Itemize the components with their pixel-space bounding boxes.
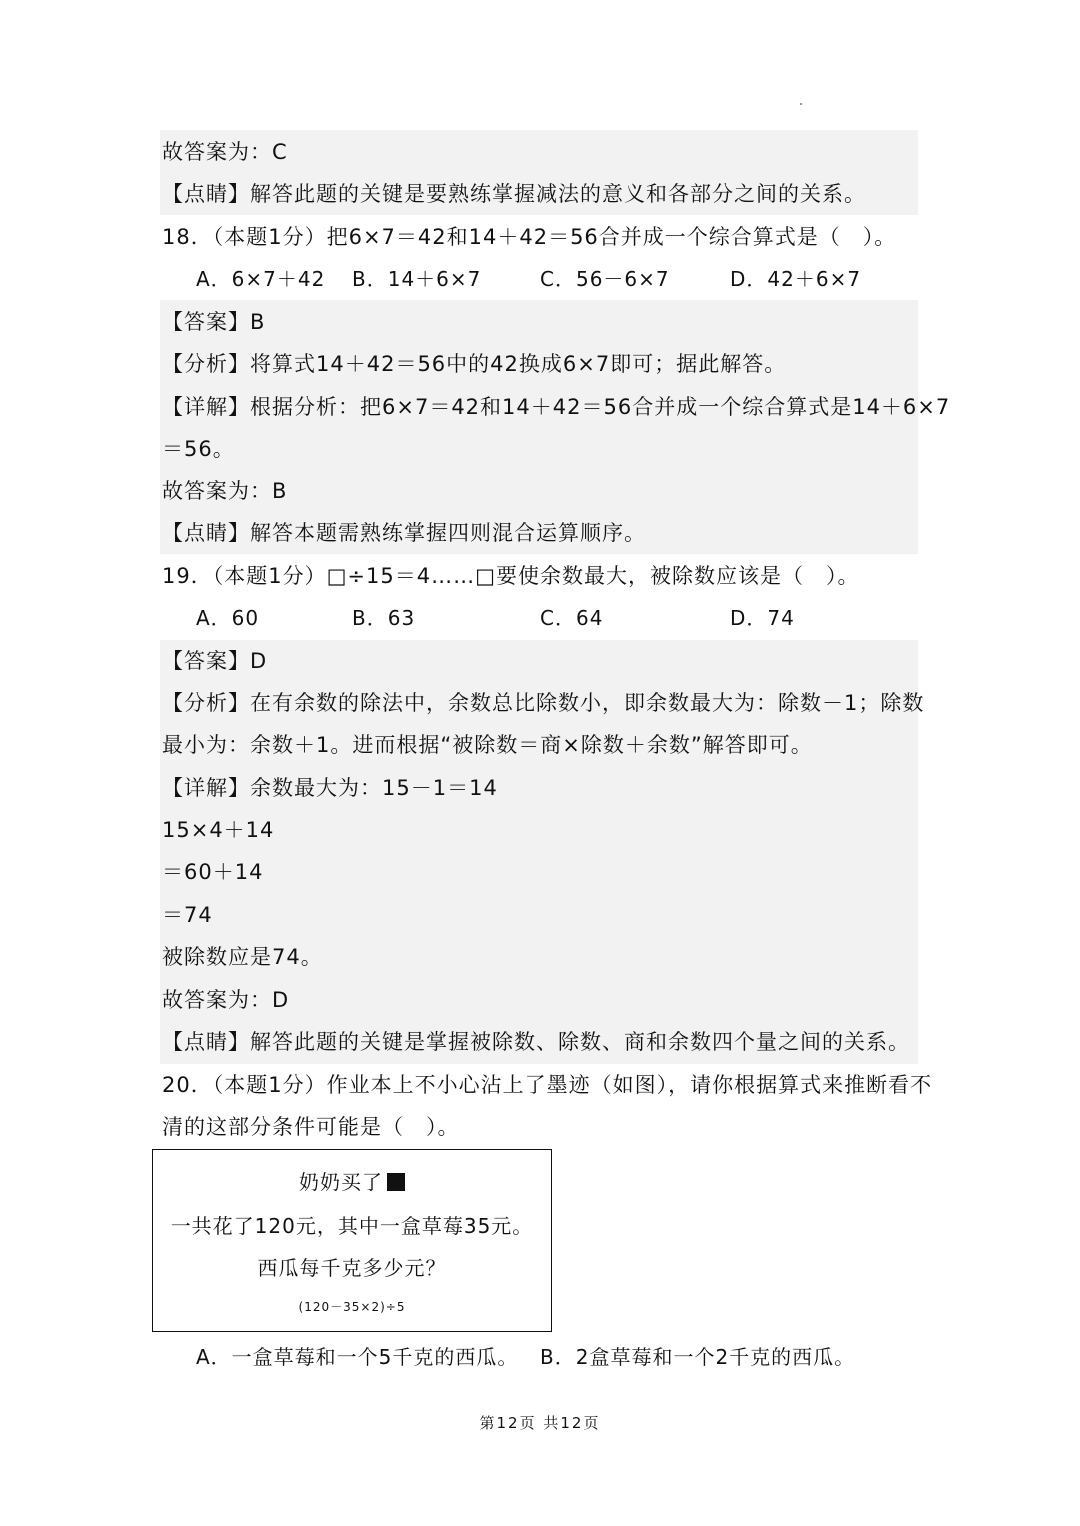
figure-formula: (120－35×2)÷5: [298, 1300, 406, 1314]
detail-18-line1: 【详解】根据分析：把6×7＝42和14＋42＝56合并成一个综合算式是14＋6×7: [162, 395, 951, 419]
question-18: 18．（本题1分）把6×7＝42和14＋42＝56合并成一个综合算式是（ ）。: [162, 225, 897, 249]
answer-17-key-point: 【点睛】解答此题的关键是要熟练掌握减法的意义和各部分之间的关系。: [162, 182, 866, 206]
option-18-b: B．14＋6×7: [352, 267, 482, 291]
option-19-a: A．60: [196, 606, 260, 630]
option-19-b: B．63: [352, 606, 416, 630]
question-20-line1: 20．（本题1分）作业本上不小心沾上了墨迹（如图），请你根据算式来推断看不: [162, 1073, 933, 1097]
calc-19-step1: 15×4＋14: [162, 818, 275, 842]
option-18-a: A．6×7＋42: [196, 267, 326, 291]
figure-line-1: [153, 1166, 551, 1195]
answer-18-final: 故答案为：B: [162, 479, 288, 503]
figure-line-2: 一共花了120元，其中一盒草莓35元。: [170, 1214, 534, 1238]
detail-18-line2: ＝56。: [162, 437, 235, 461]
page-footer: 第12页 共12页: [479, 1414, 601, 1432]
analysis-19-line1: 【分析】在有余数的除法中，余数总比除数小，即余数最大为：除数－1；除数: [162, 691, 925, 715]
key-point-19: 【点睛】解答此题的关键是掌握被除数、除数、商和余数四个量之间的关系。: [162, 1030, 910, 1054]
answer-19-final: 故答案为：D: [162, 988, 290, 1012]
figure-line-1-text: 奶奶买了: [299, 1170, 383, 1194]
result-19: 被除数应是74。: [162, 945, 323, 969]
question-20-line2: 清的这部分条件可能是（ ）。: [162, 1115, 460, 1139]
word-problem-figure: [152, 1149, 552, 1332]
option-19-c: C．64: [540, 606, 604, 630]
question-19: 19．（本题1分）□÷15＝4……□要使余数最大，被除数应该是（ ）。: [162, 564, 860, 588]
option-20-a: A．一盒草莓和一个5千克的西瓜。: [196, 1345, 519, 1369]
answer-19: 【答案】D: [162, 649, 268, 673]
figure-line-3: 西瓜每千克多少元？: [257, 1256, 447, 1280]
ink-blot: [387, 1173, 405, 1191]
key-point-18: 【点睛】解答本题需熟练掌握四则混合运算顺序。: [162, 521, 646, 545]
analysis-18: 【分析】将算式14＋42＝56中的42换成6×7即可；据此解答。: [162, 352, 787, 376]
calc-19-step3: ＝74: [162, 903, 213, 927]
answer-18: 【答案】B: [162, 310, 266, 334]
option-18-d: D．42＋6×7: [730, 267, 862, 291]
analysis-19-line2: 最小为：余数＋1。进而根据“被除数＝商×除数＋余数”解答即可。: [162, 733, 813, 757]
scan-speck: [800, 103, 802, 105]
detail-19: 【详解】余数最大为：15－1＝14: [162, 776, 498, 800]
calc-19-step2: ＝60＋14: [162, 860, 264, 884]
answer-17-final: 故答案为：C: [162, 140, 288, 164]
option-19-d: D．74: [730, 606, 795, 630]
option-18-c: C．56－6×7: [540, 267, 670, 291]
option-20-b: B．2盒草莓和一个2千克的西瓜。: [540, 1345, 856, 1369]
